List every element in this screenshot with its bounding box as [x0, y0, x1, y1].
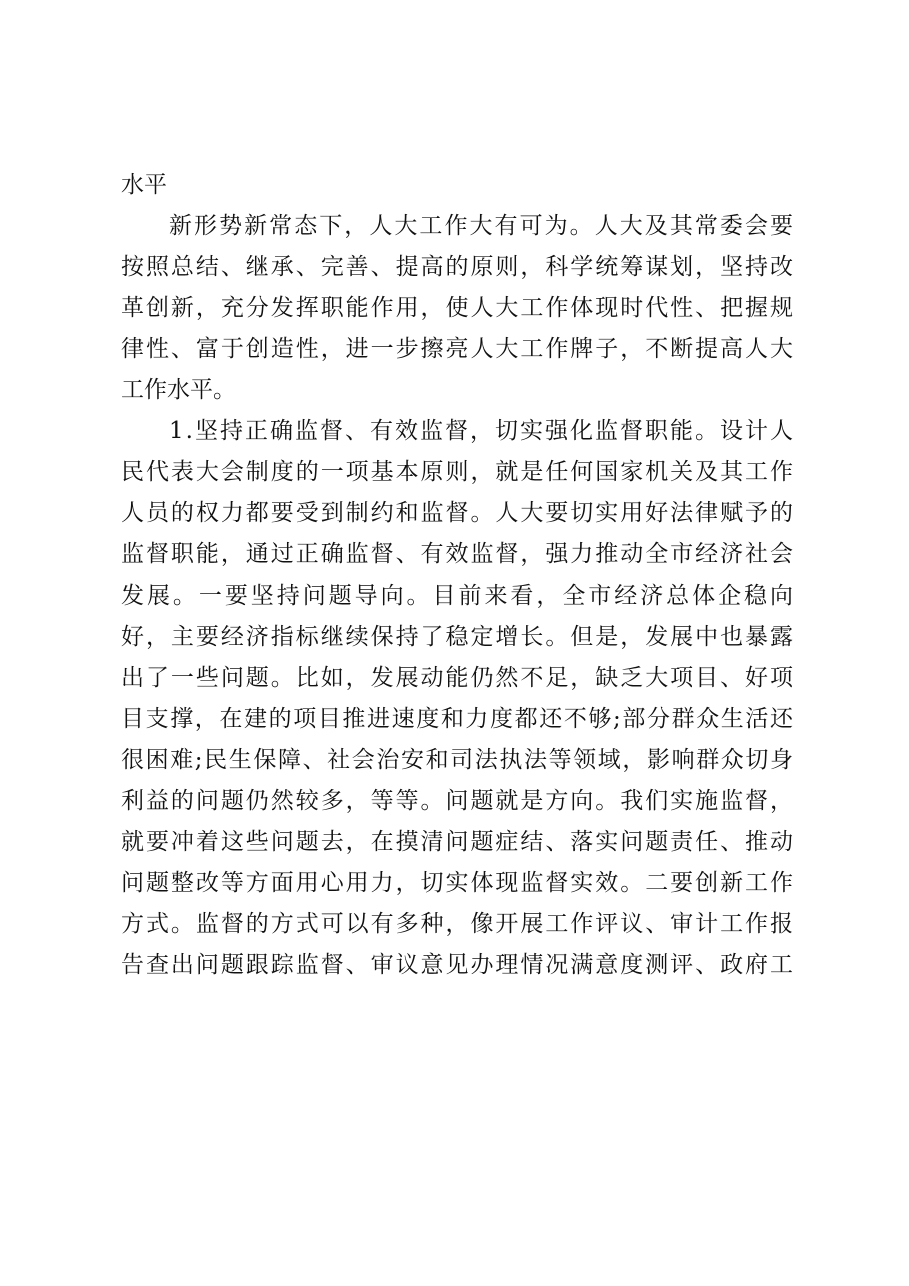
document-page: 水 平 新 形 势 新 常 态 下 ， 人 大 工 作 大 有 可 为 。 人 大 及 其 常 委 会 要 按 照 总 结 、 继 承 、 完 善 、 提 高 的 原 则 ， 科 学 统 筹 谋 划 ， 坚 持 改 革 创 新 ， 充 分 发 挥 职 能 作 用 ， 使 人 大 工 作 体 现 时 代 性 、 把 握 规 律 性 、 富 于 创 造 性 ， 进 一 步 擦 亮 人 大 工 作 牌 子 ， 不 断 提 高 人 大 工 作 水 平 。 1 . 坚 持 正 确 监 督 、 有 效 监 督 ， 切 实 强 化 监 督 职 能 。 设 计 人 民 代 表 大 会 制 度 的 一 项 基 本 原 则 ， 就 是 任 何 国 家 机 关 及 其 工 作 人 员 的 权 力 都 要 受 到 制 约 和 监 督 。 人 大 要 切 实 用 好 法 律 赋 予 的 监 督 职 能 ， 通 过 正 确 监 督 、 有 效 监 督 ， 强 力 推 动 全 市 经 济 社 会 发 展 。 一 要 坚 持 问 题 导 向 。 目 前 来 看 ， 全 市 经 济 总 体 企 稳 向 好 ， 主 要 经 济 指 标 继 续 保 持 了 稳 定 增 长 。 但 是 ， 发 展 中 也 暴 露 出 了 一 些 问 题 。 比 如 ， 发 展 动 能 仍 然 不 足 ， 缺 乏 大 项 目 、 好 项 目 支 撑 ， 在 建 的 项 目 推 进 速 度 和 力 度 都 还 不 够 ; 部 分 群 众 生 活 还 很 困 难 ; 民 生 保 障 、 社 会 治 安 和 司 法 执 法 等 领 域 ， 影 响 群 众 切 身 利 益 的 问 题 仍 然 较 多 ， 等 等 。 问 题 就 是 方 向 。 我 们 实 施 监 督 ， 就 要 冲 着 这 些 问 题 去 ， 在 摸 清 问 题 症 结 、 落 实 问 题 责 任 、 推 动 问 题 整 改 等 方 面 用 心 用 力 ， 切 实 体 现 监 督 实 效 。 二 要 创 新 工 作 方 式 。 监 督 的 方 式 可 以 有 多 种 ， 像 开 展 工 作 评 议 、 审 计 工 作 报 告 查 出 问 题 跟 踪 监 督 、 审 议 意 见 办 理 情 况 满 意 度 测 评 、 政 府 工 [0, 0, 909, 1286]
